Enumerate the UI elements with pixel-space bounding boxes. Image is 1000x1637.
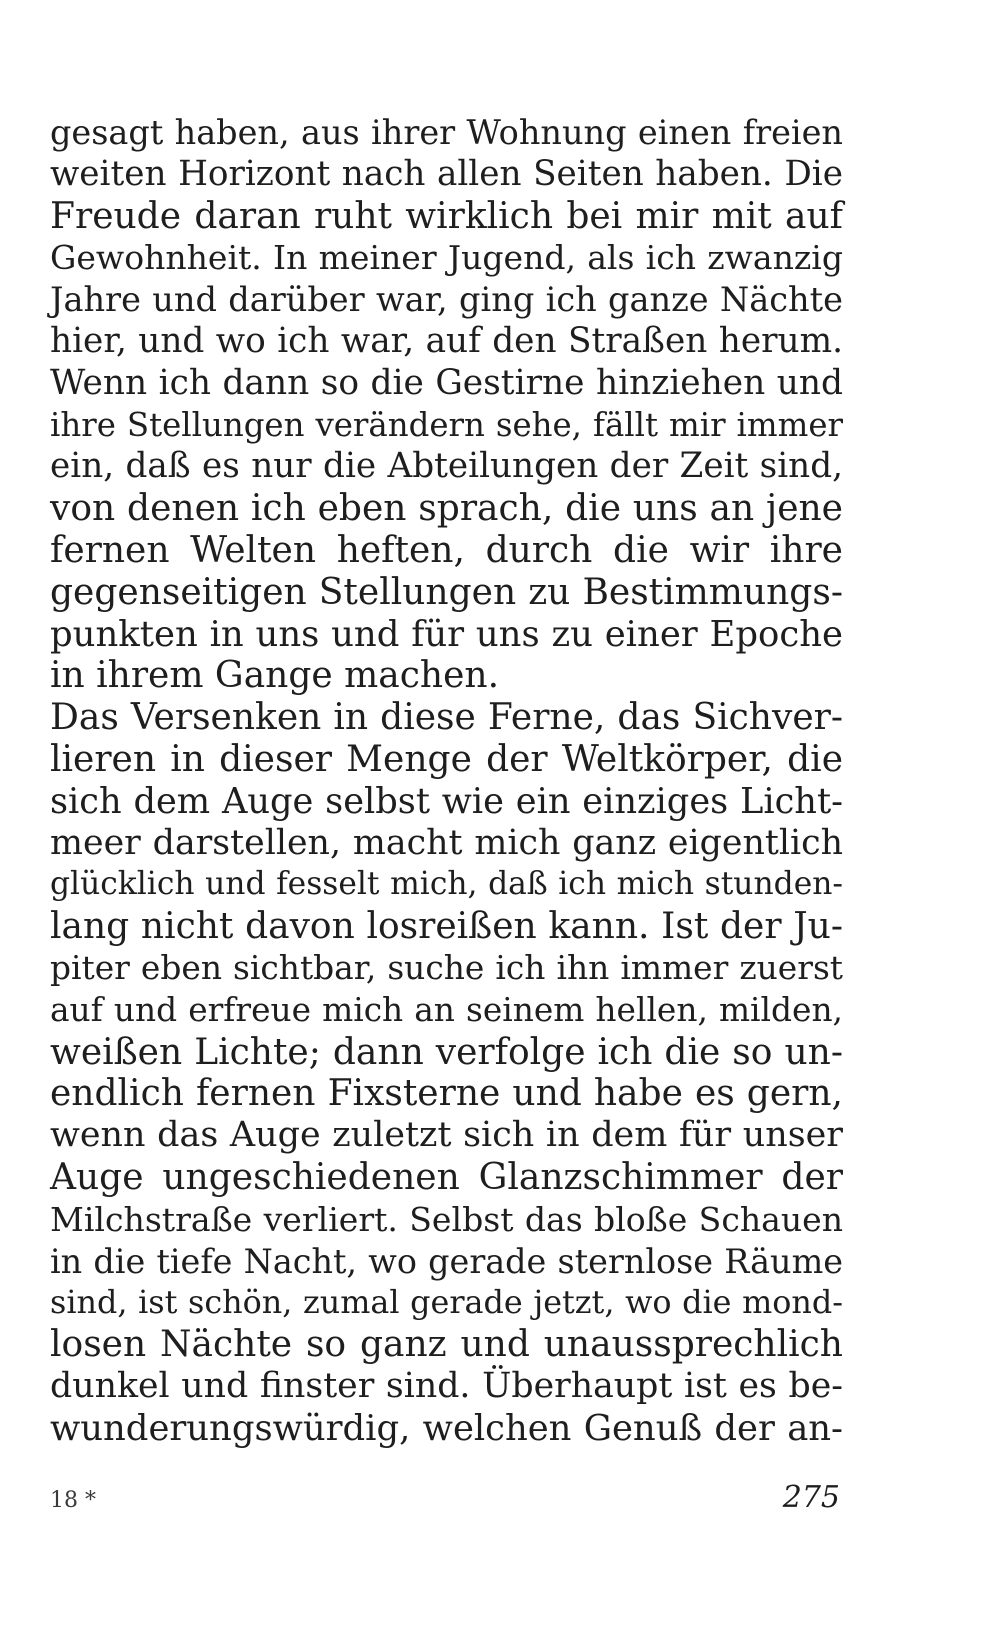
text-line: Wenn ich dann so die Gestirne hinziehen und [50,362,843,403]
text-line: punkten in uns und für uns zu einer Epoche [50,613,843,655]
text-line: piter eben sichtbar, suche ich ihn immer zuerst [50,948,843,987]
text-line: glücklich und fesselt mich, daß ich mich stunden- [50,866,843,903]
text-line: fernen Welten heften, durch die wir ihre [50,529,843,571]
text-line: Jahre und darüber war, ging ich ganze Nächte [50,280,843,320]
text-line: wunderungswürdig, welchen Genuß der an- [50,1407,843,1449]
text-line: sind, ist schön, zumal gerade jetzt, wo die mond- [50,1283,843,1322]
text-line: hier, und wo ich war, auf den Straßen herum. [50,320,843,361]
text-line: von denen ich eben sprach, die uns an jene [50,488,843,530]
text-line: Freude daran ruht wirklich bei mir mit auf [50,195,843,237]
text-line: Auge ungeschiedenen Glanzschimmer der [50,1156,843,1198]
text-line: endlich fernen Fixsterne und habe es gern, [50,1073,843,1115]
text-line: in ihrem Gange machen. [50,655,500,697]
body-text [50,112,843,1450]
page-number: 275 [782,1480,840,1515]
signature-mark: 18 * [50,1488,96,1513]
text-line: sich dem Auge selbst wie ein einziges Licht- [50,780,843,822]
text-line: Milchstraße verliert. Selbst das bloße Schauen [50,1199,843,1239]
text-line: weißen Lichte; dann verfolge ich die so un- [50,1031,843,1073]
text-line: ihre Stellungen verändern sehe, fällt mir immer [50,405,843,444]
text-line: gegenseitigen Stellungen zu Bestimmungs- [50,571,843,613]
text-line: Das Versenken in diese Ferne, das Sichver- [50,697,843,739]
text-line: wenn das Auge zuletzt sich in dem für unser [50,1115,843,1156]
text-line: meer darstellen, macht mich ganz eigentlich [50,822,843,863]
text-line: ein, daß es nur die Abteilungen der Zeit sind, [50,446,843,487]
text-line: in die tiefe Nacht, wo gerade sternlose Räume [50,1241,843,1281]
text-line: lieren in dieser Menge der Weltkörper, die [50,738,843,780]
text-line: lang nicht davon losreißen kann. Ist der Ju- [50,906,843,948]
text-line: auf und erfreue mich an seinem hellen, milden, [50,990,843,1029]
text-line: gesagt haben, aus ihrer Wohnung einen freien [50,113,843,152]
text-line: Gewohnheit. In meiner Jugend, als ich zwanzig [50,238,843,278]
text-line: weiten Horizont nach allen Seiten haben. Die [50,153,843,194]
text-line: losen Nächte so ganz und unaussprechlich [50,1324,843,1366]
text-line: dunkel und finster sind. Überhaupt ist es be- [50,1365,843,1406]
